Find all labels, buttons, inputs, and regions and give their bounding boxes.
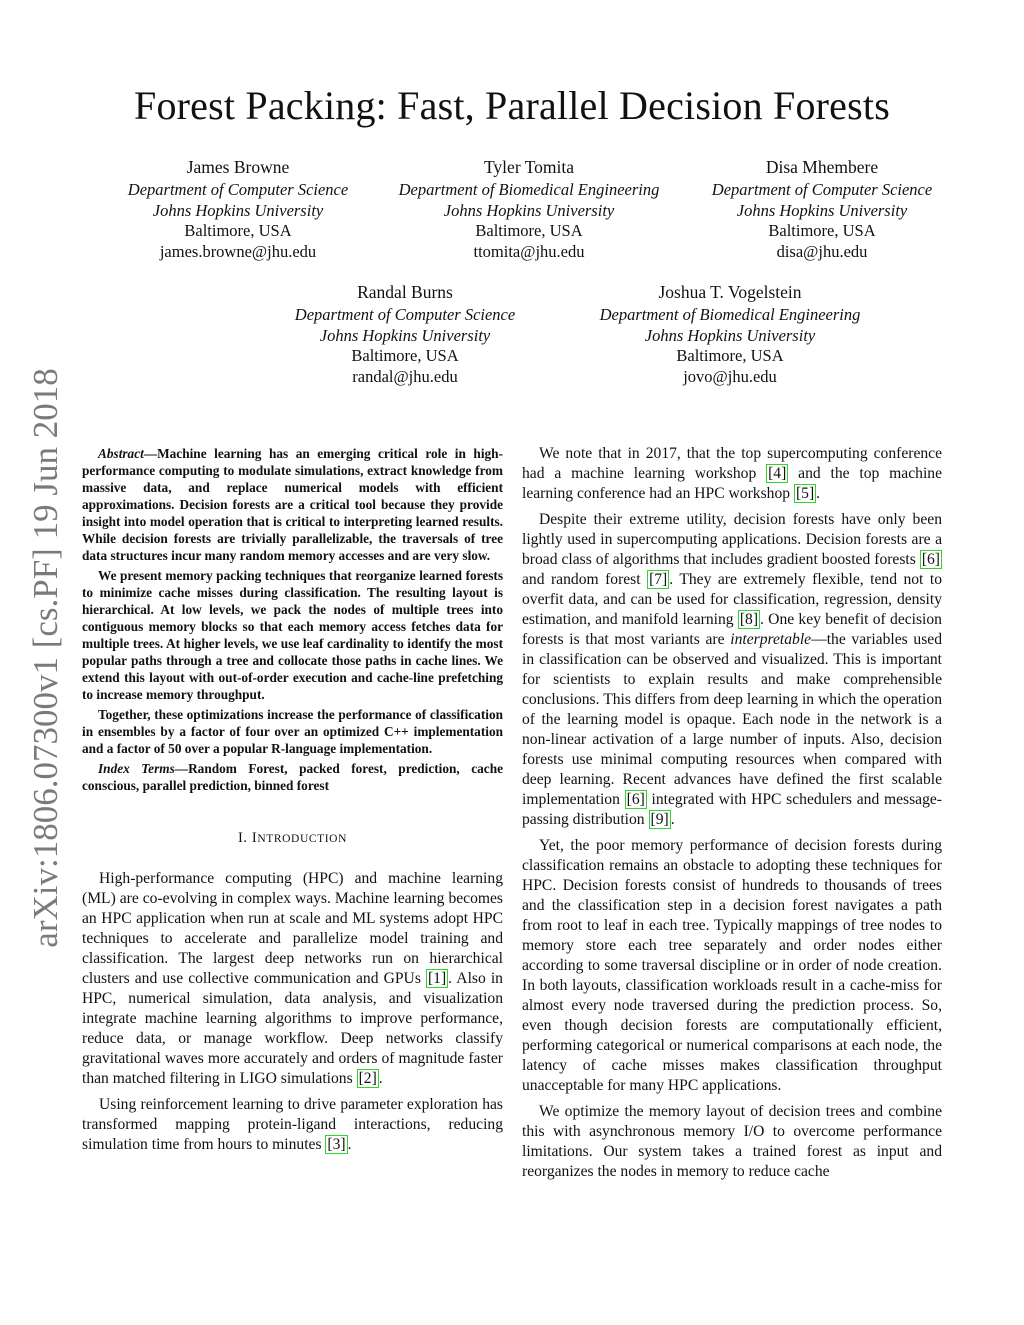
text-run: . (670, 811, 675, 828)
text-run: . (378, 1070, 383, 1087)
author-name: Joshua T. Vogelstein (658, 282, 802, 302)
text-run: and the top machine learning conference had an HPC workshop (522, 465, 943, 502)
body-paragraph (522, 444, 942, 504)
author-univ: Johns Hopkins University (736, 200, 908, 220)
citation-link[interactable]: [2] (358, 1070, 377, 1087)
author-block (93, 156, 383, 262)
citation-link[interactable]: [5] (795, 485, 815, 502)
left-column (82, 445, 503, 1161)
citation-link[interactable]: [6] (626, 791, 645, 808)
author-loc: Baltimore, USA (475, 221, 583, 241)
citation-link[interactable]: [1] (427, 970, 447, 987)
author-dept: Department of Computer Science (127, 180, 349, 199)
author-name: Disa Mhembere (765, 157, 879, 177)
citation-link[interactable]: [7] (649, 571, 668, 588)
author-name: James Browne (186, 157, 290, 177)
author-email: james.browne@jhu.edu (159, 241, 317, 261)
text-run: . One key benefit of decision forests is that most variants are (522, 611, 942, 648)
text-run: . (816, 485, 821, 502)
author-loc: Baltimore, USA (676, 346, 784, 366)
author-name: Randal Burns (357, 282, 453, 302)
abstract-paragraph (82, 445, 503, 564)
body-paragraph (82, 869, 503, 1089)
text-run: . Also in HPC, numerical simulation, data analysis, and visualization integrate machine learning algorithms to improve performance, reduce data, or manage workflow. Deep networks classify gravitational waves more accurately and orders of magnitude faster than matched filtering in LIGO simulations (82, 970, 503, 1087)
author-email: jovo@jhu.edu (683, 366, 777, 386)
text-run: —the variables used in classification can be observed and visualized. This is important for scientists to explain results and make comprehensible conclusions. This differs from deep learning in which the operation of the learning model is opaque. Each node in the network is a non-linear activation of a large number of inputs. Also, decision forests use minimal computing resources when compared with deep learning. Recent advances have defined the first scalable implementation (522, 631, 942, 808)
body-paragraph (522, 510, 942, 830)
text-run: and random forest (522, 571, 648, 588)
author-dept: Department of Biomedical Engineering (599, 305, 861, 324)
section-number: I. (238, 830, 248, 846)
text-run: Despite their extreme utility, decision forests have only been lightly used in supercomputing applications. Decision forests are a broad class of algorithms that includes gradient boosted forests (522, 511, 942, 568)
author-name: Tyler Tomita (483, 157, 575, 177)
author-block (384, 156, 674, 262)
citation-link[interactable]: [6] (921, 551, 940, 568)
author-block (677, 156, 967, 262)
body-paragraph (82, 1095, 503, 1155)
text-run: . (347, 1136, 352, 1153)
author-email: ttomita@jhu.edu (473, 241, 585, 261)
citation-link[interactable]: [9] (650, 811, 669, 828)
index-terms-label: Index Terms (98, 761, 175, 776)
section-heading (82, 828, 503, 849)
citation-link[interactable]: [8] (739, 611, 759, 628)
author-block (585, 281, 875, 387)
author-loc: Baltimore, USA (768, 221, 876, 241)
index-dash: — (174, 761, 189, 776)
author-dept: Department of Biomedical Engineering (398, 180, 660, 199)
author-univ: Johns Hopkins University (644, 325, 816, 345)
text-run: High-performance computing (HPC) and machine learning (ML) are co-evolving in complex ways. Machine learning becomes an HPC application when run at scale and ML systems adopt HPC techniques to accelerate and parallelize model training and classification. The largest deep networks run on hierarchical clusters and use collective communication and GPUs (82, 870, 503, 987)
text-run: . They are extremely flexible, tend not to overfit data, and can be used for classification, regression, density estimation, and manifold learning (522, 571, 942, 628)
section-title-initial: I (251, 830, 258, 846)
author-block (260, 281, 550, 387)
citation-link[interactable]: [4] (768, 465, 787, 482)
text-run: We note that in 2017, that the top supercomputing conference had a machine learning workshop (522, 445, 942, 482)
body-paragraph: Yet, the poor memory performance of decision forests during classification remains an obstacle to adopting these techniques for HPC. Decision forests consist of hundreds to thousands of trees and the classification step in a decision forest navigates a path from root to leaf in each tree. Typically mappings of tree nodes to memory store each tree separately and order nodes either according to some traversal discipline or in order of node creation. In both layouts, classification workloads result in a cache-miss for almost every node traversed during the prediction process. So, even though decision forests are computationally efficient, performing categorical or numerical comparisons at each node, the latency of cache misses makes classification throughput unacceptable for many HPC applications. (522, 837, 942, 1094)
author-email: disa@jhu.edu (776, 241, 868, 261)
text-run: integrated with HPC schedulers and message-passing distribution (522, 791, 942, 828)
paper-title: Forest Packing: Fast, Parallel Decision Forests (134, 83, 890, 128)
abstract-dash: — (143, 446, 158, 461)
index-terms (82, 760, 503, 794)
author-loc: Baltimore, USA (351, 346, 459, 366)
author-dept: Department of Computer Science (294, 305, 516, 324)
author-univ: Johns Hopkins University (152, 200, 324, 220)
section-title-rest: NTRODUCTION (257, 833, 347, 845)
arxiv-id: arXiv:1806.07300v1 [cs.PF] 19 Jun 2018 (26, 368, 65, 948)
author-univ: Johns Hopkins University (443, 200, 615, 220)
author-univ: Johns Hopkins University (319, 325, 491, 345)
author-dept: Department of Computer Science (711, 180, 933, 199)
citation-link[interactable]: [3] (327, 1136, 346, 1153)
arxiv-sidebar (20, 368, 72, 948)
index-terms-text: Random Forest, packed forest, prediction, cache conscious, parallel prediction, binned forest (82, 761, 503, 793)
abstract-label: Abstract (98, 446, 144, 461)
abstract-text: Machine learning has an emerging critical role in high-performance computing to modulate simulations, extract knowledge from massive data, and replace numerical models with efficient approximations. Decision forests are a critical tool because they provide insight into model operation that is critical to interpreting learned results. While decision forests are trivially parallelizable, the traversals of tree data structures incur many random memory accesses and are very slow. (82, 446, 503, 563)
right-column (522, 444, 942, 1188)
abstract-paragraph: We present memory packing techniques that reorganize learned forests to minimize cache misses during classification. The resulting layout is hierarchical. At low levels, we pack the nodes of multiple trees into contiguous memory blocks so that each memory access fetches data for multiple trees. At higher levels, we use leaf cardinality to identify the most popular paths through a tree and collocate those paths in cache lines. We extend this layout with out-of-order execution and cache-line prefetching to increase memory throughput. (82, 568, 503, 702)
author-loc: Baltimore, USA (184, 221, 292, 241)
body-paragraph: We optimize the memory layout of decision trees and combine this with asynchronous memory I/O to overcome performance limitations. Our system takes a trained forest as input and reorganizes the nodes in memory to reduce cache (522, 1103, 942, 1180)
abstract-paragraph: Together, these optimizations increase the performance of classification in ensembles by a factor of four over an optimized C++ implementation and a factor of 50 over a popular R-language implementation. (82, 707, 503, 756)
text-run: interpretable (730, 631, 812, 648)
author-email: randal@jhu.edu (352, 366, 458, 386)
text-run: Using reinforcement learning to drive parameter exploration has transformed mapping protein-ligand interactions, reducing simulation time from hours to minutes (82, 1096, 503, 1153)
